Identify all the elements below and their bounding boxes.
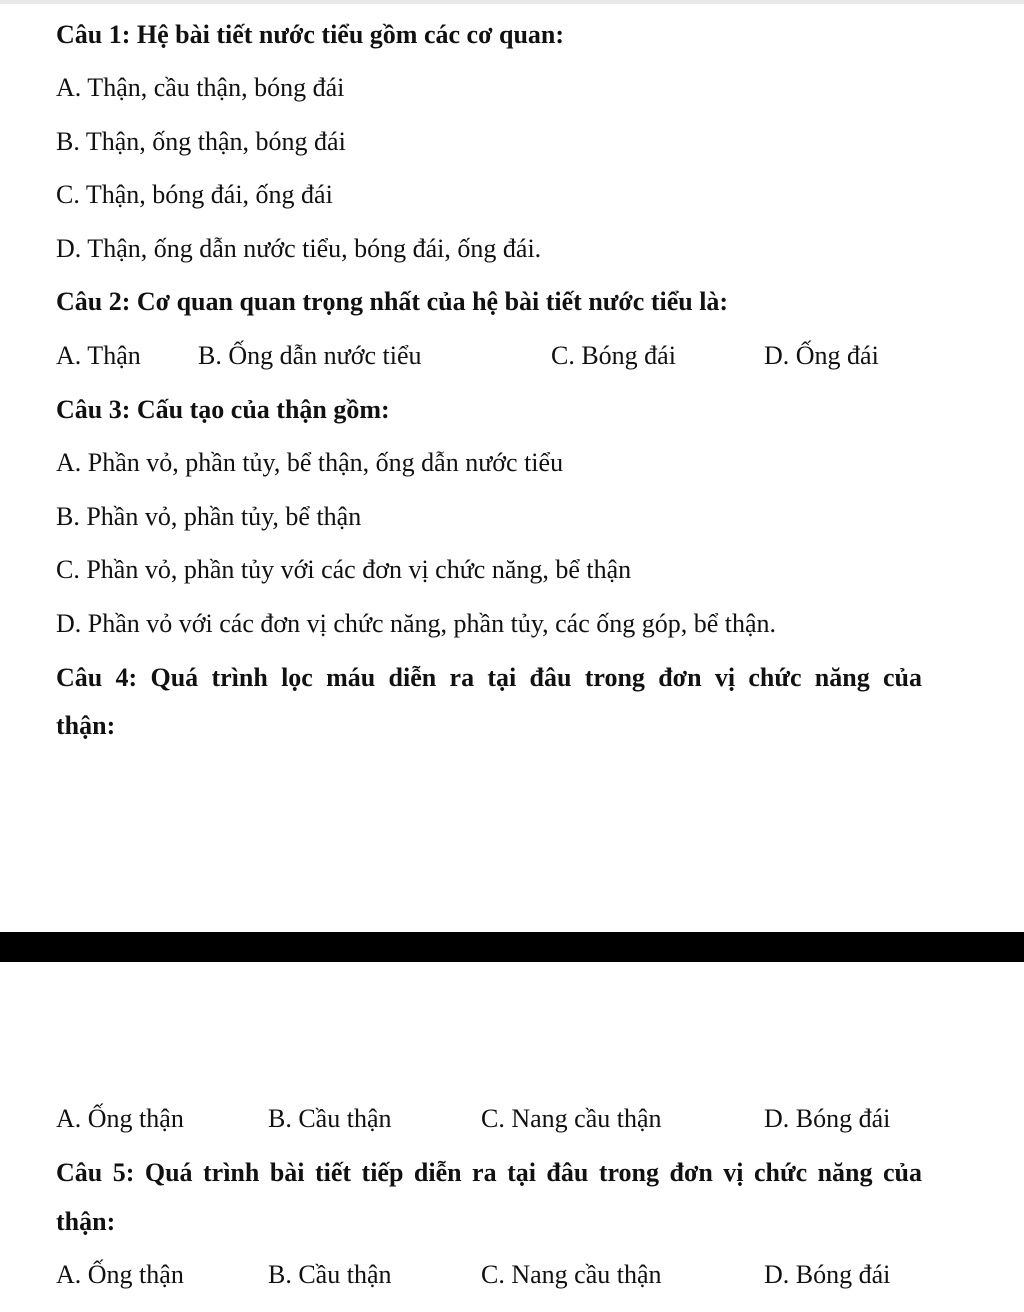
question-3-option-c: C. Phần vỏ, phần tủy với các đơn vị chức năng, bể thận [56, 555, 632, 584]
question-2-title: Câu 2: Cơ quan quan trọng nhất của hệ bài tiết nước tiểu là: [56, 287, 729, 316]
question-3-title: Câu 3: Cấu tạo của thận gồm: [56, 395, 390, 424]
question-3-option-d: D. Phần vỏ với các đơn vị chức năng, phần tủy, các ống góp, bể thận. [56, 609, 777, 638]
question-2-option-c: C. Bóng đái [551, 341, 676, 370]
question-4-option-b: B. Cầu thận [268, 1104, 392, 1133]
question-2-option-a: A. Thận [56, 341, 141, 370]
question-4-option-d: D. Bóng đái [764, 1104, 891, 1133]
question-2-option-b: B. Ống dẫn nước tiểu [198, 341, 422, 370]
question-3-option-b: B. Phần vỏ, phần tủy, bể thận [56, 502, 362, 531]
question-1-title: Câu 1: Hệ bài tiết nước tiểu gồm các cơ quan: [56, 20, 565, 49]
top-edge-shadow [0, 0, 1024, 4]
question-5-title-line-1: Câu 5: Quá trình bài tiết tiếp diễn ra tại đâu trong đơn vị chức năng của [56, 1158, 922, 1187]
question-1-option-c: C. Thận, bóng đái, ống đái [56, 180, 333, 209]
question-2-option-d: D. Ống đái [764, 341, 879, 370]
question-1-option-b: B. Thận, ống thận, bóng đái [56, 127, 346, 156]
question-3-option-a: A. Phần vỏ, phần tủy, bể thận, ống dẫn nước tiểu [56, 448, 564, 477]
question-1-option-a: A. Thận, cầu thận, bóng đái [56, 73, 345, 102]
question-5-option-a: A. Ống thận [56, 1260, 184, 1289]
question-5-title-line-2: thận: [56, 1207, 116, 1236]
question-4-option-a: A. Ống thận [56, 1104, 184, 1133]
question-5-option-c: C. Nang cầu thận [481, 1260, 662, 1289]
question-1-option-d: D. Thận, ống dẫn nước tiểu, bóng đái, ống đái. [56, 234, 542, 263]
question-4-title-line-1: Câu 4: Quá trình lọc máu diễn ra tại đâu trong đơn vị chức năng của [56, 663, 922, 692]
question-5-option-d: D. Bóng đái [764, 1260, 891, 1289]
question-4-option-c: C. Nang cầu thận [481, 1104, 662, 1133]
question-4-title-line-2: thận: [56, 711, 116, 740]
question-5-option-b: B. Cầu thận [268, 1260, 392, 1289]
black-redaction-bar [0, 932, 1024, 962]
